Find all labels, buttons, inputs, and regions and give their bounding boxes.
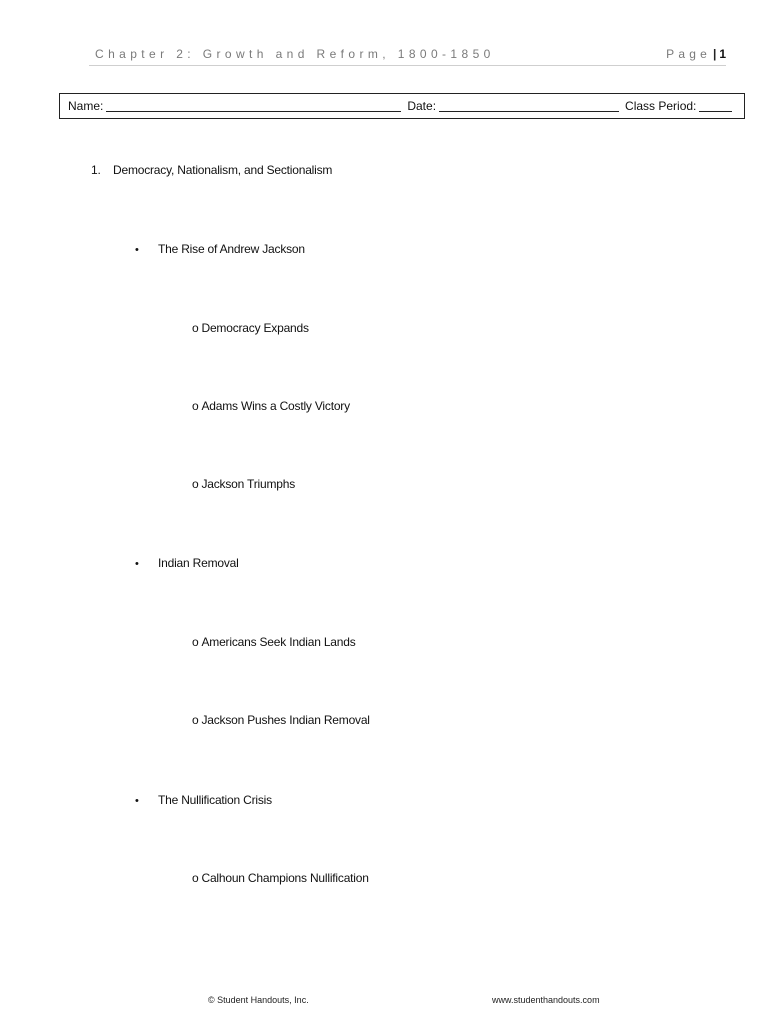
page-number: 1 (719, 47, 726, 61)
page-word: Page (666, 47, 711, 61)
circle-bullet-icon: o (192, 871, 199, 885)
section-title: Democracy, Nationalism, and Sectionalism (113, 163, 333, 177)
footer-copyright: © Student Handouts, Inc. (208, 995, 309, 1005)
outline-topic (135, 242, 305, 256)
page-separator: | (712, 47, 717, 61)
class-period-label: Class Period: (625, 99, 697, 113)
circle-bullet-icon: o (192, 321, 199, 335)
subtopic-title: Calhoun Champions Nullification (201, 871, 369, 885)
outline-subtopic (192, 399, 350, 413)
section-heading (91, 163, 332, 177)
outline-topic (135, 556, 239, 570)
topic-title: Indian Removal (158, 556, 239, 570)
topic-title: The Rise of Andrew Jackson (158, 242, 305, 256)
bullet-icon: • (135, 795, 139, 807)
footer-website: www.studenthandouts.com (492, 995, 600, 1005)
outline-subtopic (192, 713, 370, 727)
outline-subtopic (192, 321, 309, 335)
chapter-header-title: Chapter 2: Growth and Reform, 1800-1850 (95, 47, 495, 61)
date-field[interactable] (439, 101, 619, 112)
outline-subtopic (192, 635, 356, 649)
outline-subtopic (192, 477, 295, 491)
student-info-box (59, 93, 745, 119)
circle-bullet-icon: o (192, 635, 199, 649)
subtopic-title: Democracy Expands (201, 321, 309, 335)
subtopic-title: Adams Wins a Costly Victory (201, 399, 350, 413)
page-number-label (666, 47, 726, 61)
topic-title: The Nullification Crisis (158, 793, 272, 807)
outline-subtopic (192, 871, 369, 885)
bullet-icon: • (135, 244, 139, 256)
subtopic-title: Jackson Pushes Indian Removal (201, 713, 370, 727)
subtopic-title: Jackson Triumphs (201, 477, 295, 491)
subtopic-title: Americans Seek Indian Lands (201, 635, 356, 649)
section-number: 1. (91, 163, 101, 177)
name-field[interactable] (106, 101, 401, 112)
outline-topic (135, 793, 272, 807)
circle-bullet-icon: o (192, 477, 199, 491)
circle-bullet-icon: o (192, 713, 199, 727)
class-period-field[interactable] (699, 101, 732, 112)
circle-bullet-icon: o (192, 399, 199, 413)
header-divider (89, 65, 726, 66)
bullet-icon: • (135, 558, 139, 570)
date-label: Date: (407, 99, 437, 113)
name-label: Name: (68, 99, 104, 113)
